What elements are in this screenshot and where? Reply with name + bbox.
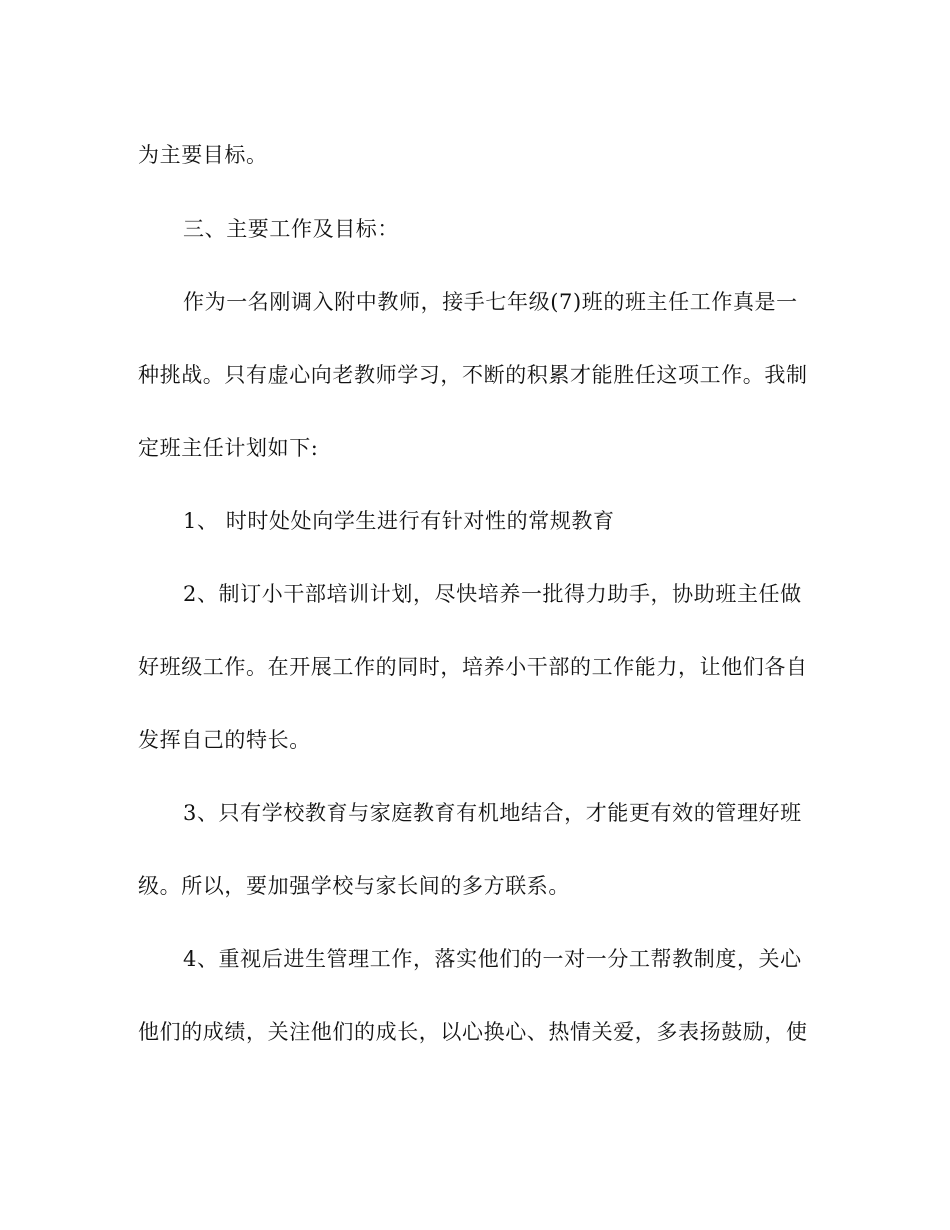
text-line-1: 为主要目标。	[138, 143, 268, 167]
text-line-13: 他们的成绩，关注他们的成长，以心换心、热情关爱，多表扬鼓励，使	[138, 1020, 808, 1044]
section-heading: 三、主要工作及目标：	[183, 217, 399, 241]
text-line-4: 种挑战。只有虚心向老教师学习，不断的积累才能胜任这项工作。我制	[138, 363, 808, 387]
text-line-5: 定班主任计划如下:	[138, 436, 319, 460]
list-item-3: 3、只有学校教育与家庭教育有机地结合，才能更有效的管理好班	[183, 801, 802, 825]
text-line-3: 作为一名刚调入附中教师，接手七年级(7)班的班主任工作真是一	[183, 290, 798, 314]
text-line-9: 发挥自己的特长。	[138, 728, 311, 752]
list-item-1: 1、 时时处处向学生进行有针对性的常规教育	[183, 509, 615, 533]
text-line-8: 好班级工作。在开展工作的同时，培养小干部的工作能力，让他们各自	[138, 655, 808, 679]
list-item-4: 4、重视后进生管理工作，落实他们的一对一分工帮教制度，关心	[183, 947, 802, 971]
text-line-11: 级。所以，要加强学校与家长间的多方联系。	[138, 874, 570, 898]
list-item-2: 2、制订小干部培训计划，尽快培养一批得力助手，协助班主任做	[183, 582, 802, 606]
